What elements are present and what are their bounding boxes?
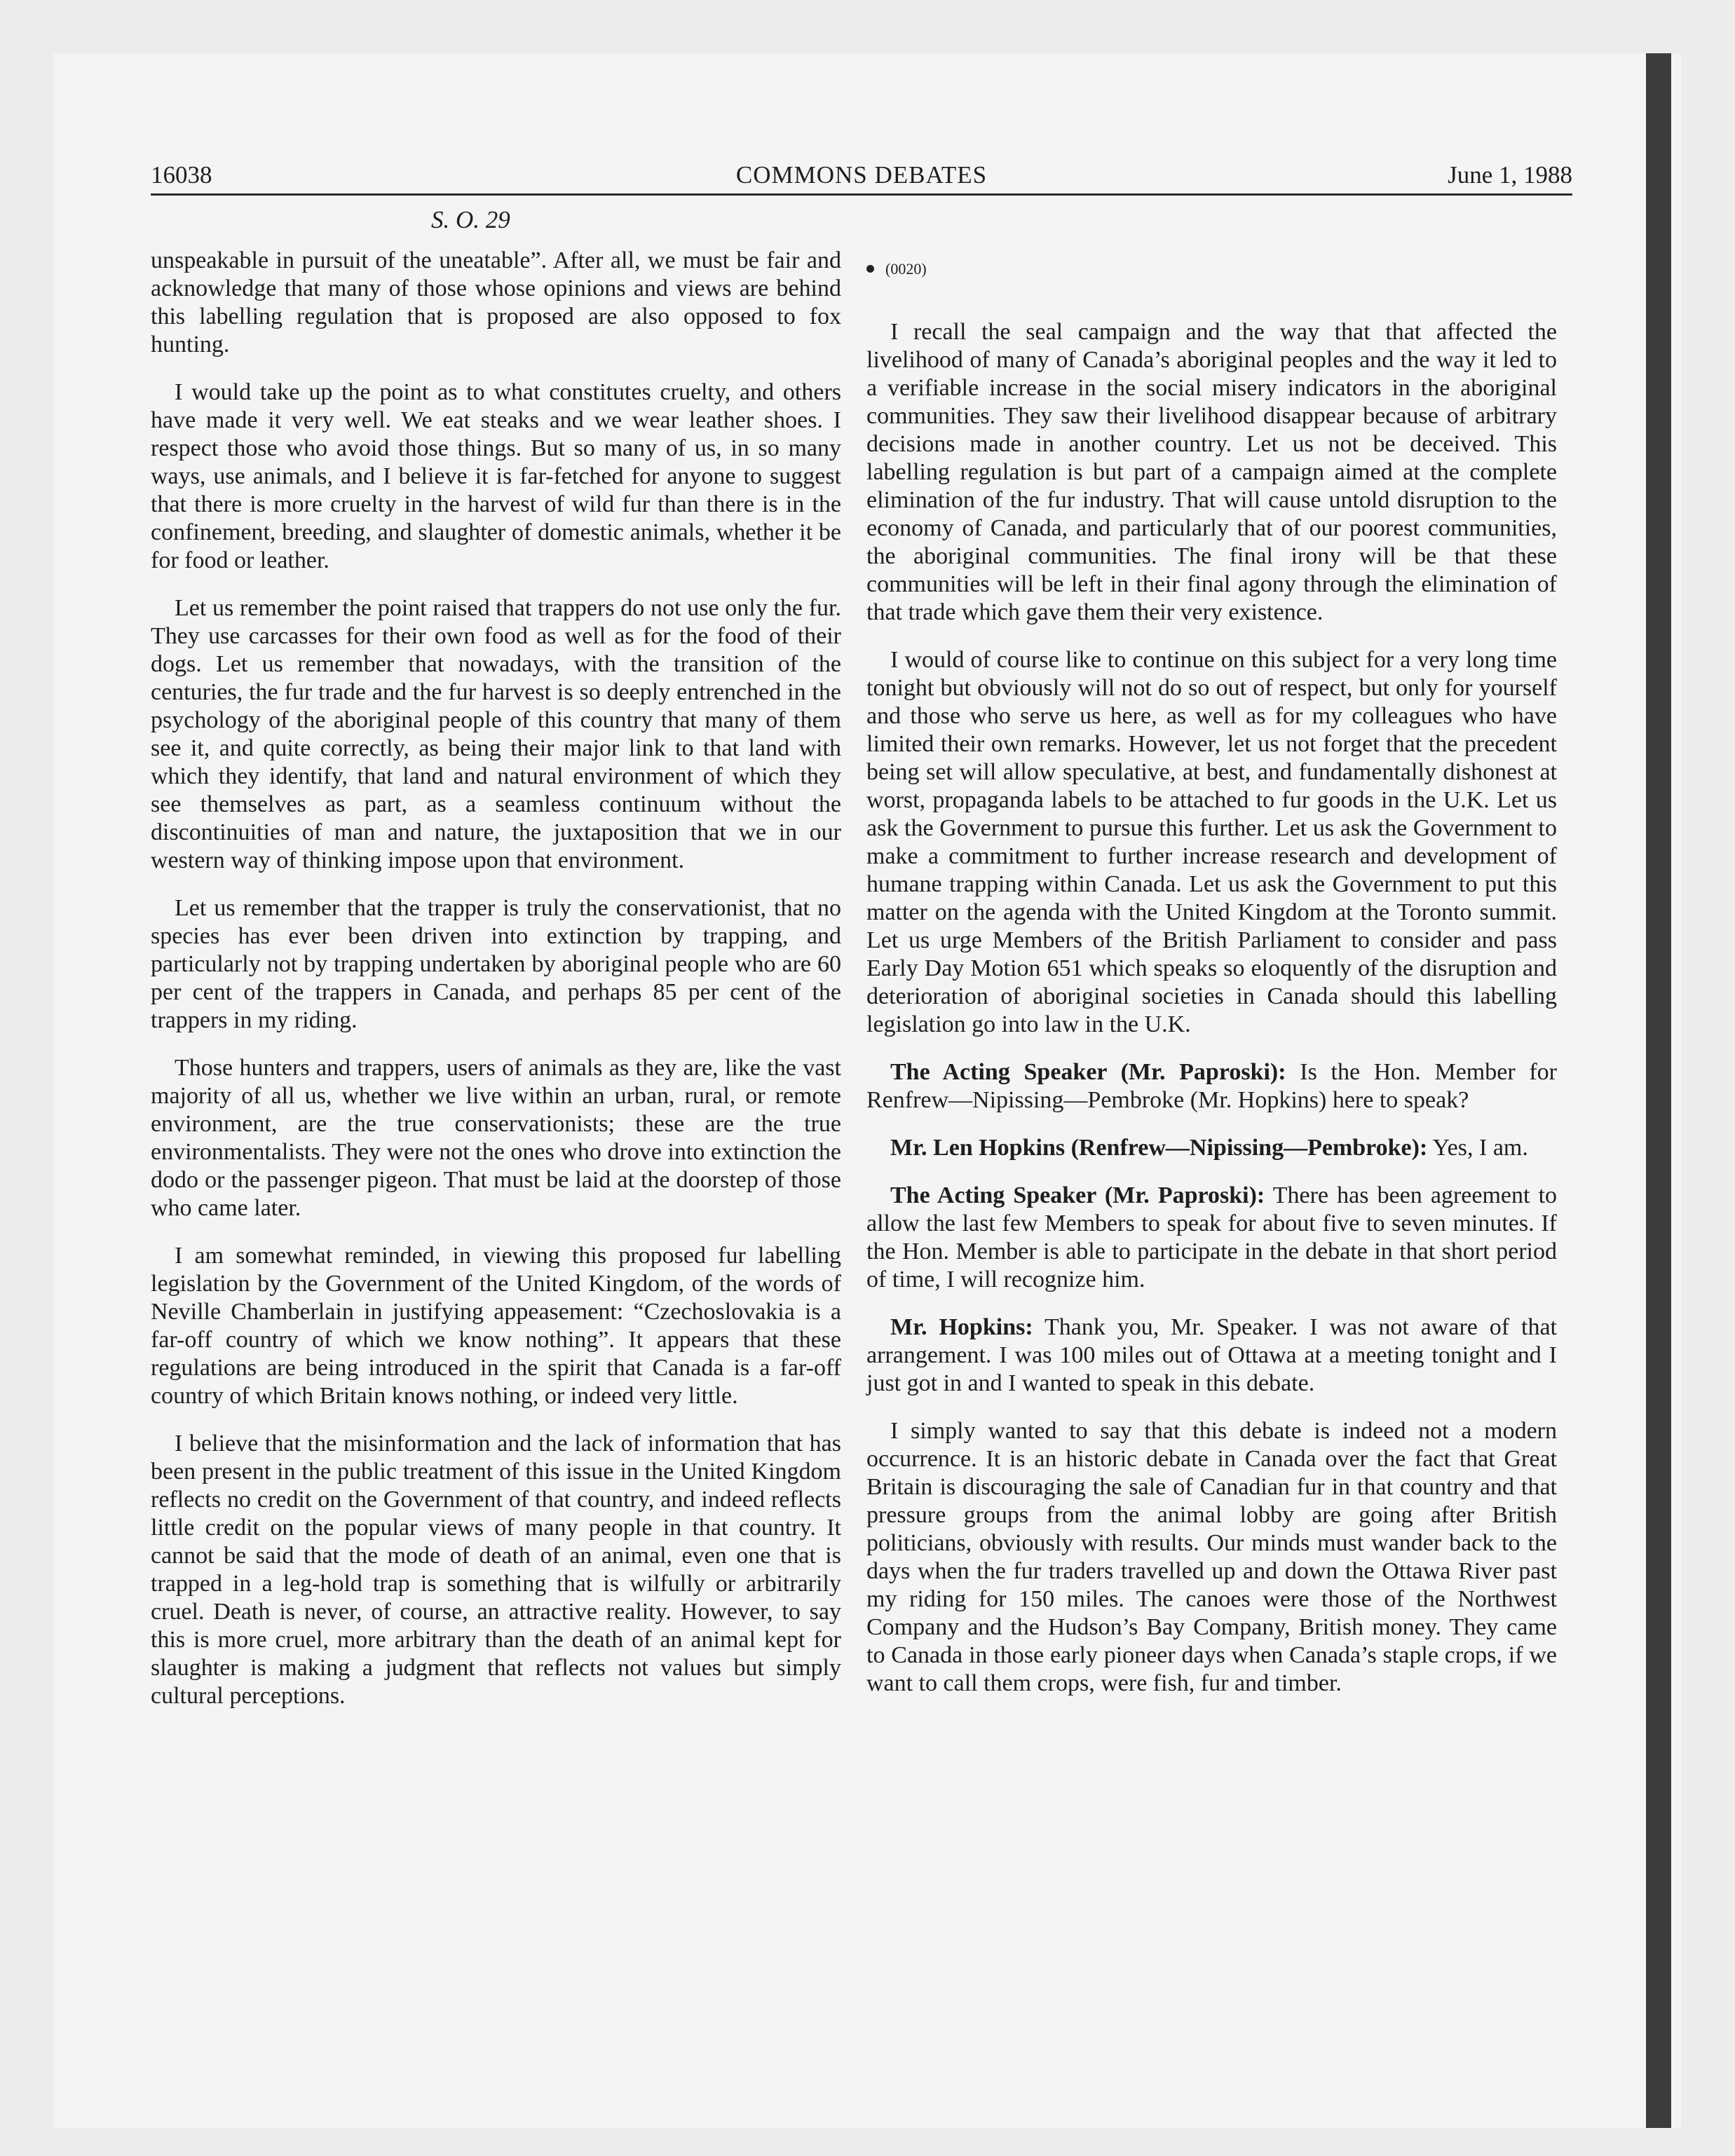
paragraph: Let us remember that the trapper is truly the conservationist, that no species has ever been driven into extinction by trapping, and particularly not by trapping undertaken by aboriginal people who are 60 per cent of the trappers in Canada, and perhaps 85 per cent of the trappers in my riding.: [151, 895, 841, 1033]
section-heading: S. O. 29: [431, 206, 510, 233]
paragraph: I would take up the point as to what constitutes cruelty, and others have made it very well. We eat steaks and we wear leather shoes. I respect those who avoid those things. But so many of us, in so many ways, use animals, and I believe it is far-fetched for anyone to suggest that there is more cruelty in the harvest of wild fur than there is in the confinement, breeding, and slaughter of domestic animals, whether it be for food or leather.: [151, 379, 841, 573]
paragraph: Those hunters and trappers, users of animals as they are, like the vast majority of all us, whether we live within an urban, rural, or remote environment, are the true conservationists; these are the true environmentalists. They were not the ones who drove into extinction the dodo or the passenger pigeon. That must be laid at the doorstep of those who came later.: [151, 1055, 841, 1221]
paragraph: I am somewhat reminded, in viewing this proposed fur labelling legislation by the Government of the United Kingdom, of the words of Neville Chamberlain in justifying appeasement: “Czechoslovakia is a far-off country of which we know nothing”. It appears that these regulations are being introduced in the spirit that Canada is a far-off country of which Britain knows nothing, or indeed very little.: [151, 1243, 841, 1409]
speaker-name: Mr. Len Hopkins (Renfrew—Nipissing—Pembroke):: [890, 1134, 1428, 1161]
publication-title: COMMONS DEBATES: [735, 161, 988, 189]
speech-text: Thank you, Mr. Speaker. I was not aware of that arrangement. I was 100 miles out of Ottawa at a meeting tonight and I just got in and I wanted to speak in this debate.: [866, 1314, 1557, 1396]
paragraph: I believe that the misinformation and the lack of information that has been present in the public treatment of this issue in the United Kingdom reflects no credit on the Government of that country, and indeed reflects little credit on the popular views of many people in that country. It cannot be said that the mode of death of an animal, even one that is trapped in a leg-hold trap is something that is wilfully or arbitrarily cruel. Death is never, of course, an attractive reality. However, to say this is more cruel, more arbitrary than the death of an animal kept for slaughter is making a judgment that reflects not values but simply cultural perceptions.: [151, 1431, 841, 1709]
header-rule: [151, 193, 1572, 196]
bullet-icon: [866, 265, 874, 273]
timestamp: [866, 254, 1557, 283]
paragraph: I would of course like to continue on this subject for a very long time tonight but obviously will not do so out of respect, but only for yourself and those who serve us here, as well as for my colleagues who have limited their own remarks. However, let us not forget that the precedent being set will allow speculative, at best, and fundamentally dishonest at worst, propaganda labels to be attached to fur goods in the U.K. Let us ask the Government to pursue this further. Let us ask the Government to make a commitment to further increase research and development of humane trapping within Canada. Let us ask the Government to put this matter on the agenda with the United Kingdom at the Toronto summit. Let us urge Members of the British Parliament to consider and pass Early Day Motion 651 which speaks so eloquently of the disruption and deterioration of aboriginal societies in Canada should this labelling legislation go into law in the U.K.: [866, 646, 1557, 1037]
paragraph: I recall the seal campaign and the way that that affected the livelihood of many of Canada’s aboriginal peoples and the way it led to a verifiable increase in the social misery indicators in the aboriginal communities. They saw their livelihood disappear because of arbitrary decisions made in another country. Let us not be deceived. This labelling regulation is but part of a campaign aimed at the complete elimination of the fur industry. That will cause untold disruption to the economy of Canada, and particularly that of our poorest communities, the aboriginal communities. The final irony will be that these communities will be left in their final agony through the elimination of that trade which gave them their very existence.: [866, 318, 1557, 625]
publication-date: June 1, 1988: [1448, 161, 1572, 189]
speaker-name: Mr. Hopkins:: [890, 1314, 1033, 1340]
paragraph: Let us remember the point raised that trappers do not use only the fur. They use carcasses for their own food as well as for the food of their dogs. Let us remember that nowadays, with the transition of the centuries, the fur trade and the fur harvest is so deeply entrenched in the psychology of the aboriginal people of this country that many of them see it, and quite correctly, as being their major link to that land with which they identify, that land and natural environment of which they see themselves as part, as a seamless continuum without the discontinuities of man and nature, the juxtaposition that we in our western way of thinking impose upon that environment.: [151, 595, 841, 873]
speech-text: There has been agreement to allow the last few Members to speak for about five to seven minutes. If the Hon. Member is able to participate in the debate in that short period of time, I will recognize him.: [866, 1182, 1558, 1292]
right-column: [866, 254, 1557, 1717]
left-column: [151, 247, 841, 1730]
speech: [866, 1182, 1557, 1294]
speaker-name: The Acting Speaker (Mr. Paproski):: [890, 1058, 1286, 1085]
speaker-name: The Acting Speaker (Mr. Paproski):: [890, 1182, 1265, 1208]
timestamp-text: (0020): [885, 259, 927, 278]
scan-edge: [1646, 53, 1671, 2128]
speech: [866, 1314, 1557, 1398]
speech: [866, 1134, 1557, 1162]
page-number: 16038: [151, 161, 212, 189]
paragraph: I simply wanted to say that this debate is indeed not a modern occurrence. It is an historic debate in Canada over the fact that Great Britain is discouraging the sale of Canadian fur in that country and that pressure groups from the animal lobby are going after British politicians, obviously with results. Our minds must wander back to the days when the fur traders travelled up and down the Ottawa River past my riding for 150 miles. The canoes were those of the Northwest Company and the Hudson’s Bay Company, British money. They came to Canada in those early pioneer days when Canada’s staple crops, if we want to call them crops, were fish, fur and timber.: [866, 1417, 1557, 1696]
page-header: [151, 156, 1572, 195]
paragraph: unspeakable in pursuit of the uneatable”. After all, we must be fair and acknowledge that many of those whose opinions and views are behind this labelling regulation that is proposed are also opposed to fox hunting.: [151, 247, 841, 357]
speech-text: Yes, I am.: [1427, 1134, 1528, 1161]
speech: [866, 1058, 1557, 1114]
speech-text: Is the Hon. Member for Renfrew—Nipissing—Pembroke (Mr. Hopkins) here to speak?: [866, 1058, 1557, 1113]
